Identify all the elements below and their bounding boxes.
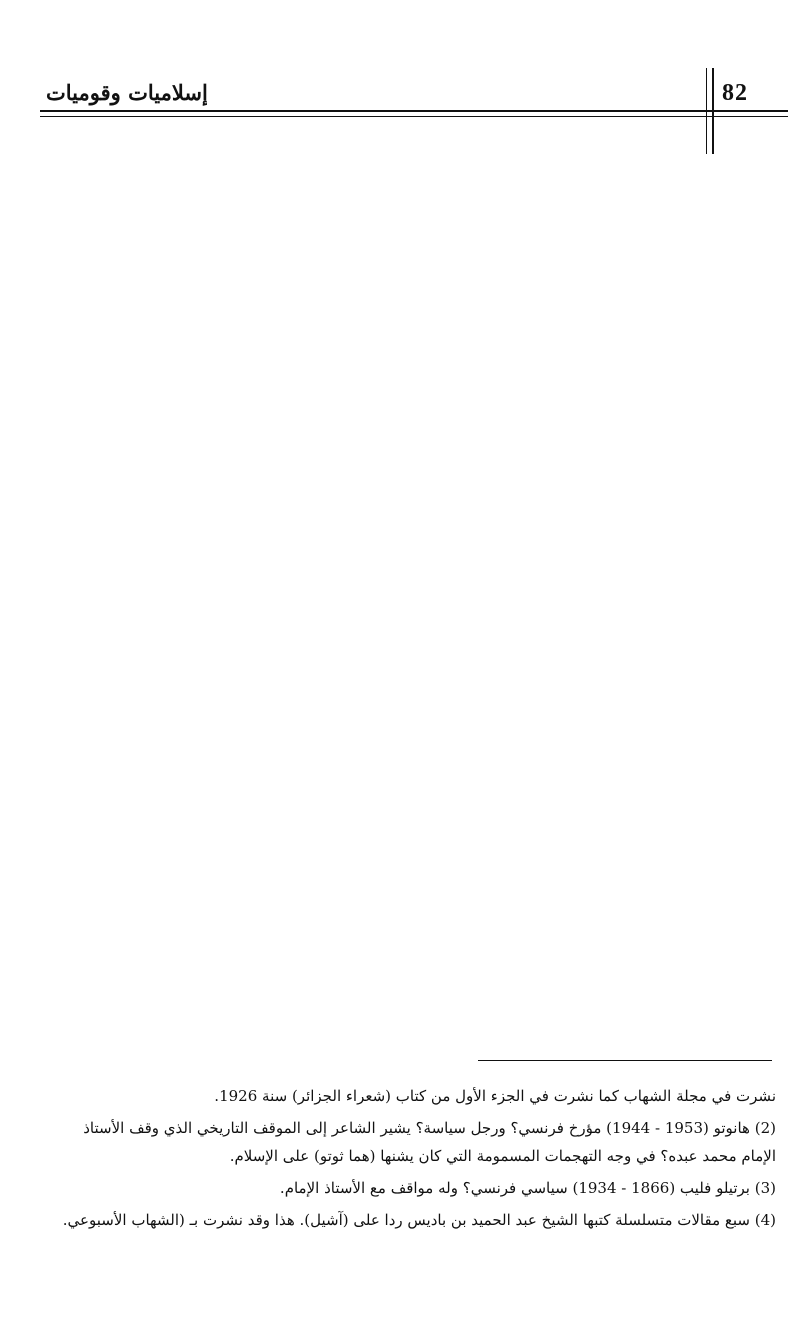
footnotes xyxy=(48,1082,776,1238)
footnote-3: (3) برتيلو فليب (1866 - 1934) سياسي فرنسي؟ وله مواقف مع الأستاذ الإمام. xyxy=(279,1179,776,1197)
footnote-1: نشرت في مجلة الشهاب كما نشرت في الجزء الأول من كتاب (شعراء الجزائر) سنة 1926. xyxy=(214,1087,776,1105)
page-header xyxy=(0,0,788,160)
running-title: إسلاميات وقوميات xyxy=(46,80,208,105)
footnote-2: (2) هانوتو (1953 - 1944) مؤرخ فرنسي؟ ورجل سياسة؟ يشير الشاعر إلى الموقف التاريخي الذي وقف الأستاذ الإمام محمد عبده؟ في وجه التهجمات المسمومة التي كان يشنها (هما ثوتو) على الإسلام. xyxy=(83,1119,776,1165)
header-rule-thin xyxy=(40,116,788,117)
header-vertical-rule-thick xyxy=(712,68,714,154)
header-rule-thick xyxy=(40,110,788,112)
header-vertical-rule-thin xyxy=(706,68,707,154)
page-number: 82 xyxy=(722,80,748,106)
footnote-separator xyxy=(478,1060,772,1061)
footnote-4: (4) سبع مقالات متسلسلة كتبها الشيخ عبد الحميد بن باديس ردا على (آشيل). هذا وقد نشرت بـ (الشهاب الأسبوعي. xyxy=(62,1211,776,1229)
